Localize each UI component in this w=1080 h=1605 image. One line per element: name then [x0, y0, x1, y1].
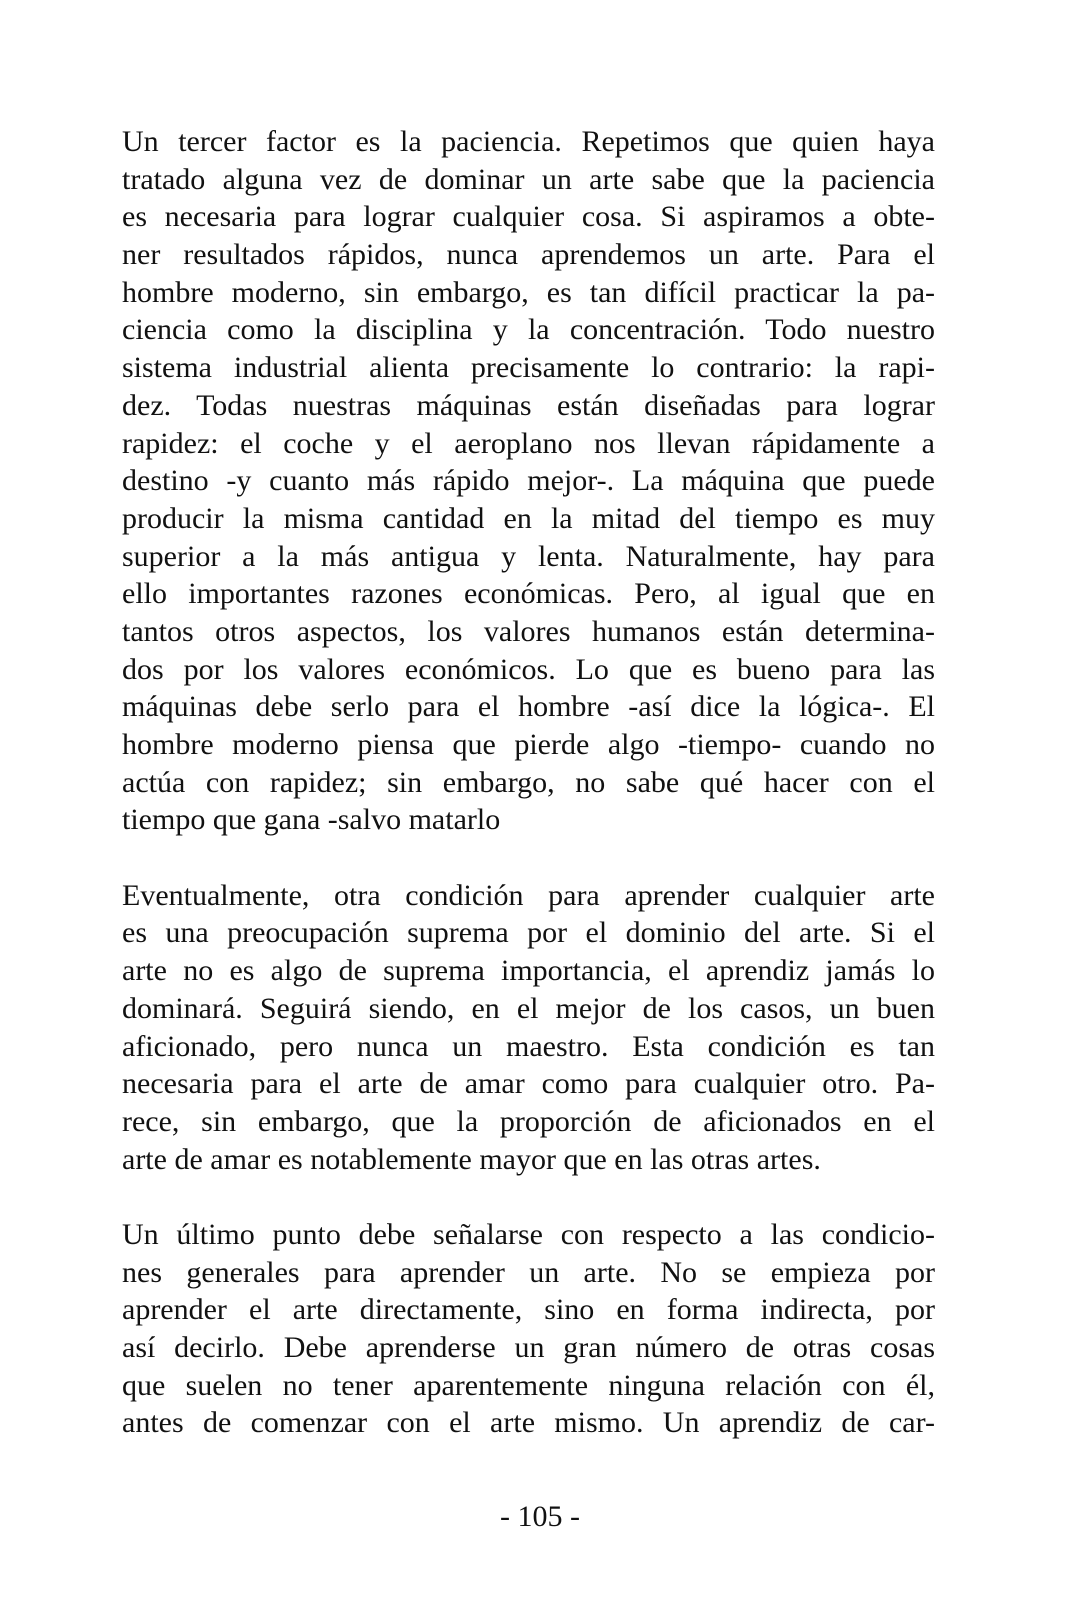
text-line: hombre moderno, sin embargo, es tan difícil practicar la pa- — [122, 275, 935, 309]
text-line: dos por los valores económicos. Lo que es bueno para las — [122, 652, 935, 686]
text-line: tiempo que gana -salvo matarlo — [122, 803, 501, 837]
text-line: nes generales para aprender un arte. No se empieza por — [122, 1255, 935, 1289]
text-line: dez. Todas nuestras máquinas están diseñadas para lograr — [122, 388, 935, 422]
text-line: máquinas debe serlo para el hombre -así dice la lógica-. El — [122, 690, 935, 724]
page-body-text — [122, 123, 935, 1480]
text-line: arte de amar es notablemente mayor que en las otras artes. — [122, 1142, 821, 1176]
text-line: rapidez: el coche y el aeroplano nos llevan rápidamente a — [122, 426, 935, 460]
text-line: aprender el arte directamente, sino en forma indirecta, por — [122, 1293, 935, 1327]
text-line: ello importantes razones económicas. Pero, al igual que en — [122, 577, 935, 611]
text-line: necesaria para el arte de amar como para cualquier otro. Pa- — [122, 1067, 935, 1101]
text-line: tantos otros aspectos, los valores humanos están determina- — [122, 614, 935, 648]
text-line: Eventualmente, otra condición para aprender cualquier arte — [122, 878, 935, 912]
text-line: hombre moderno piensa que pierde algo -tiempo- cuando no — [122, 728, 935, 761]
text-line: Un último punto debe señalarse con respecto a las condicio- — [122, 1217, 935, 1251]
text-line: sistema industrial alienta precisamente lo contrario: la rapi- — [122, 351, 935, 385]
text-line: rece, sin embargo, que la proporción de aficionados en el — [122, 1104, 935, 1138]
text-line: dominará. Seguirá siendo, en el mejor de los casos, un buen — [122, 991, 935, 1025]
text-line: superior a la más antigua y lenta. Naturalmente, hay para — [122, 539, 935, 573]
text-line: es una preocupación suprema por el dominio del arte. Si el — [122, 916, 935, 950]
text-line: arte no es algo de suprema importancia, el aprendiz jamás lo — [122, 954, 935, 988]
text-line: Un tercer factor es la paciencia. Repetimos que quien haya — [122, 125, 935, 158]
text-line: ner resultados rápidos, nunca aprendemos un arte. Para el — [122, 238, 935, 272]
text-line: así decirlo. Debe aprenderse un gran número de otras cosas — [122, 1331, 935, 1364]
text-line: que suelen no tener aparentemente ninguna relación con él, — [122, 1368, 935, 1402]
paragraph — [122, 123, 935, 839]
paragraph — [122, 877, 935, 1179]
text-line: aficionado, pero nunca un maestro. Esta condición es tan — [122, 1029, 935, 1063]
text-line: ciencia como la disciplina y la concentración. Todo nuestro — [122, 313, 935, 347]
text-line: tratado alguna vez de dominar un arte sabe que la paciencia — [122, 162, 935, 196]
text-line: antes de comenzar con el arte mismo. Un aprendiz de car- — [122, 1406, 935, 1440]
text-line: es necesaria para lograr cualquier cosa. Si aspiramos a obte- — [122, 200, 935, 234]
text-line: producir la misma cantidad en la mitad del tiempo es muy — [122, 501, 935, 535]
page-number: - 105 - — [500, 1500, 580, 1533]
text-line: actúa con rapidez; sin embargo, no sabe qué hacer con el — [122, 765, 935, 799]
text-line: destino -y cuanto más rápido mejor-. La máquina que puede — [122, 464, 935, 498]
paragraph — [122, 1216, 935, 1442]
